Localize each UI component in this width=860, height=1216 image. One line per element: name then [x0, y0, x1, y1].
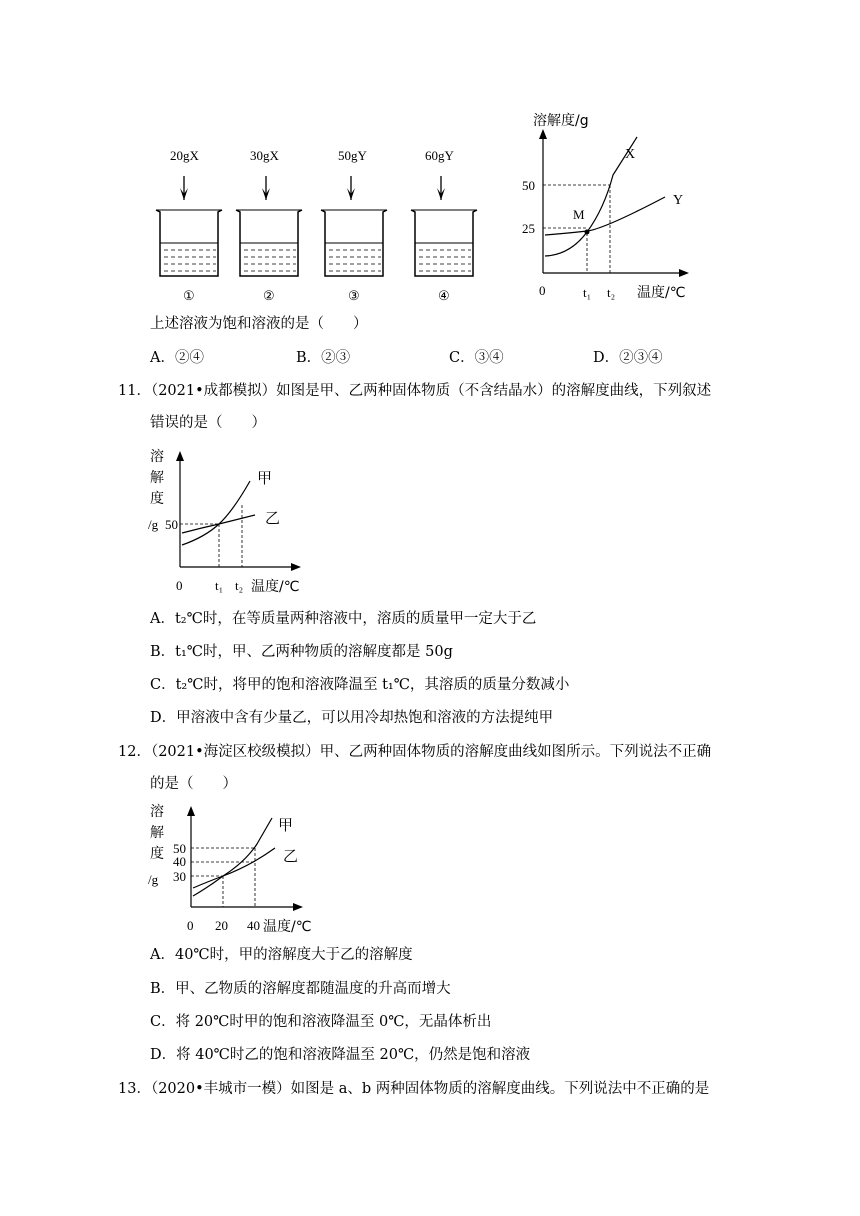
q11-option-b[interactable]: B．t₁℃时，甲、乙两种物质的溶解度都是 50g: [150, 644, 453, 660]
q11-curve-yi-label: 乙: [265, 509, 281, 527]
q12-tick-y40: 40: [173, 854, 186, 869]
q13-stem-line1: 13．（2020•丰城市一模）如图是 a、b 两种固体物质的溶解度曲线。下列说法中不正确的是: [118, 1081, 710, 1097]
beaker-4: [411, 148, 477, 303]
point-m-label: M: [573, 207, 585, 222]
q11-curve-jia-label: 甲: [257, 469, 273, 487]
beaker-1-label: 20gX: [170, 148, 199, 163]
q12-ylabel-2: 解: [150, 825, 164, 841]
curve-x: [545, 137, 637, 256]
q12-tick-y50: 50: [173, 841, 186, 856]
curve-y-label: Y: [673, 193, 684, 208]
q12-solubility-chart: [145, 800, 325, 940]
q12-ylabel-3: 度: [150, 846, 164, 862]
tick-y50: 50: [522, 178, 535, 193]
q10-solubility-chart: [515, 105, 695, 305]
q11-solubility-chart: [145, 445, 315, 595]
q10-chart-xlabel: 温度/℃: [637, 285, 686, 301]
q12-option-a[interactable]: A．40℃时，甲的溶解度大于乙的溶解度: [150, 947, 413, 963]
q12-option-c[interactable]: C．将 20℃时甲的饱和溶液降温至 0℃，无晶体析出: [150, 1014, 492, 1030]
q11-stem-line2: 错误的是（ ）: [150, 415, 266, 431]
q11-stem-line1: 11．（2021•成都模拟）如图是甲、乙两种固体物质（不含结晶水）的溶解度曲线，下列叙述: [118, 383, 712, 399]
q11-tick-t1: t₁: [215, 578, 224, 593]
q12-ylabel-4: /g: [148, 872, 159, 887]
q11-option-c[interactable]: C．t₂℃时，将甲的饱和溶液降温至 t₁℃，其溶质的质量分数减小: [150, 677, 570, 693]
curve-y: [545, 197, 665, 235]
q11-ylabel-3: 度: [150, 491, 164, 507]
tick-y25: 25: [522, 221, 535, 236]
q11-option-d[interactable]: D．甲溶液中含有少量乙，可以用冷却热饱和溶液的方法提纯甲: [150, 710, 554, 726]
beaker-3: [321, 148, 387, 303]
beaker-figure: [150, 140, 480, 305]
beaker-2-num: ②: [263, 288, 275, 303]
beaker-2: [236, 148, 302, 303]
q12-option-d[interactable]: D．将 40℃时乙的饱和溶液降温至 20℃，仍然是饱和溶液: [150, 1047, 531, 1063]
q11-ylabel-2: 解: [150, 470, 164, 486]
beaker-1: [156, 148, 222, 303]
q10-option-a[interactable]: A．②④: [150, 350, 204, 366]
q12-curve-jia-label: 甲: [278, 816, 294, 834]
q11-ylabel-4: /g: [148, 517, 159, 532]
q12-xlabel: 温度/℃: [263, 919, 312, 935]
q10-option-c[interactable]: C．③④: [449, 350, 504, 366]
q12-tick-x0: 0: [187, 918, 194, 933]
q10-option-b[interactable]: B．②③: [296, 350, 351, 366]
q11-option-a[interactable]: A．t₂℃时，在等质量两种溶液中，溶质的质量甲一定大于乙: [150, 611, 537, 627]
q11-curve-jia: [182, 481, 250, 545]
q10-chart-title: 溶解度/g: [533, 113, 589, 129]
tick-t1: t₁: [583, 285, 592, 300]
point-m: [585, 230, 590, 235]
beaker-3-label: 50gY: [338, 148, 367, 163]
beaker-4-label: 60gY: [425, 148, 454, 163]
beaker-3-num: ③: [348, 288, 360, 303]
beaker-4-num: ④: [438, 288, 450, 303]
q12-curve-yi-label: 乙: [283, 847, 299, 865]
beaker-1-num: ①: [183, 288, 195, 303]
q11-tick-y50: 50: [165, 517, 178, 532]
q11-xlabel: 温度/℃: [251, 579, 300, 595]
q12-tick-x40: 40: [247, 918, 260, 933]
q12-stem-line2: 的是（ ）: [150, 776, 237, 792]
q12-tick-x20: 20: [215, 918, 228, 933]
q12-stem-line1: 12．（2021•海淀区校级模拟）甲、乙两种固体物质的溶解度曲线如图所示。下列说法不正确: [118, 744, 712, 760]
q10-option-d[interactable]: D．②③④: [593, 350, 663, 366]
q12-ylabel-1: 溶: [150, 804, 164, 820]
q11-tick-origin: 0: [176, 578, 183, 593]
q11-ylabel-1: 溶: [150, 449, 164, 465]
q12-tick-y30: 30: [173, 869, 186, 884]
curve-x-label: X: [625, 147, 636, 162]
q11-tick-t2: t₂: [235, 578, 244, 593]
q10-prompt: 上述溶液为饱和溶液的是（ ）: [150, 316, 368, 332]
beaker-2-label: 30gX: [250, 148, 279, 163]
q12-option-b[interactable]: B．甲、乙物质的溶解度都随温度的升高而增大: [150, 981, 451, 997]
q12-curve-jia: [193, 818, 272, 896]
tick-origin: 0: [539, 283, 546, 298]
tick-t2: t₂: [607, 285, 616, 300]
